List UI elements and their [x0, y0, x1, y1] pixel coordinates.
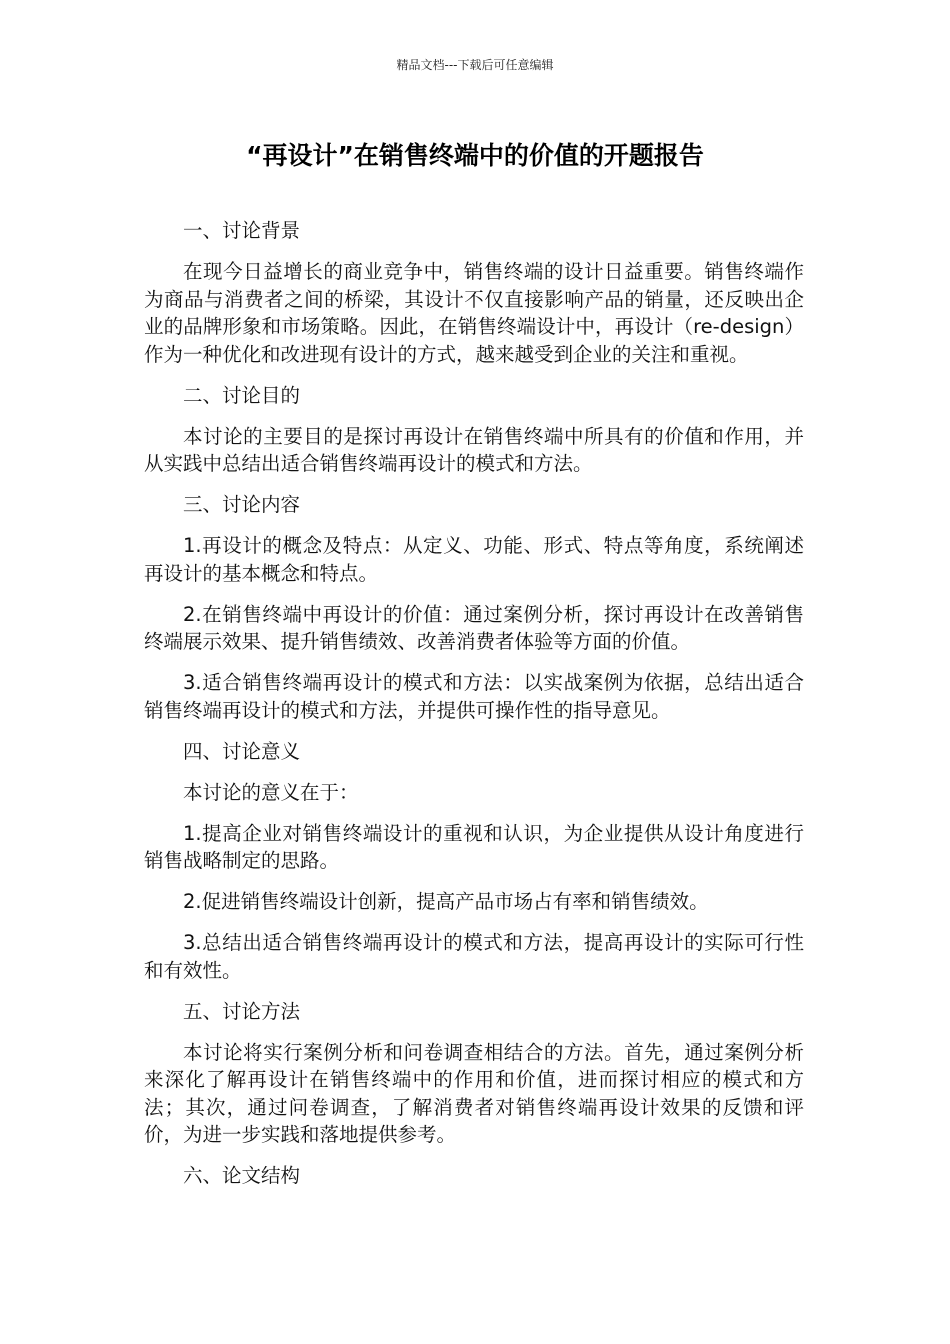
paragraph-significance-item-1: 1.提高企业对销售终端设计的重视和认识，为企业提供从设计角度进行销售战略制定的思路。: [144, 821, 804, 872]
paragraph-purpose: 本讨论的主要目的是探讨再设计在销售终端中所具有的价值和作用，并从实践中总结出适合销售终端再设计的模式和方法。: [144, 424, 804, 475]
paragraph-content-item-2: 2.在销售终端中再设计的价值：通过案例分析，探讨再设计在改善销售终端展示效果、提升销售绩效、改善消费者体验等方面的价值。: [144, 602, 804, 653]
paragraph-background: 在现今日益增长的商业竞争中，销售终端的设计日益重要。销售终端作为商品与消费者之间的桥梁，其设计不仅直接影响产品的销量，还反映出企业的品牌形象和市场策略。因此，在销售终端设计中，再设计（re-design）作为一种优化和改进现有设计的方式，越来越受到企业的关注和重视。: [144, 260, 804, 366]
document-title: “再设计”在销售终端中的价值的开题报告: [246, 141, 704, 170]
section-heading-purpose: 二、讨论目的: [183, 383, 301, 407]
page-header: 精品文档---下载后可任意编辑: [396, 58, 554, 72]
paragraph-significance-item-3: 3.总结出适合销售终端再设计的模式和方法，提高再设计的实际可行性和有效性。: [144, 931, 804, 982]
paragraph-content-item-1: 1.再设计的概念及特点：从定义、功能、形式、特点等角度，系统阐述再设计的基本概念和特点。: [144, 534, 804, 585]
section-heading-background: 一、讨论背景: [183, 219, 301, 242]
paragraph-content-item-3: 3.适合销售终端再设计的模式和方法：以实战案例为依据，总结出适合销售终端再设计的模式和方法，并提供可操作性的指导意见。: [144, 671, 804, 722]
section-heading-significance: 四、讨论意义: [183, 739, 301, 763]
paragraph-significance-intro: 本讨论的意义在于：: [183, 780, 359, 804]
paragraph-method: 本讨论将实行案例分析和问卷调查相结合的方法。首先，通过案例分析来深化了解再设计在销售终端中的作用和价值，进而探讨相应的模式和方法；其次，通过问卷调查，了解消费者对销售终端再设计效果的反馈和评价，为进一步实践和落地提供参考。: [144, 1040, 804, 1146]
section-heading-content: 三、讨论内容: [183, 493, 301, 516]
document-body: [144, 217, 804, 1190]
paragraph-significance-item-2: 2.促进销售终端设计创新，提高产品市场占有率和销售绩效。: [183, 890, 709, 913]
section-heading-method: 五、讨论方法: [183, 999, 301, 1023]
section-heading-structure: 六、论文结构: [183, 1164, 301, 1187]
